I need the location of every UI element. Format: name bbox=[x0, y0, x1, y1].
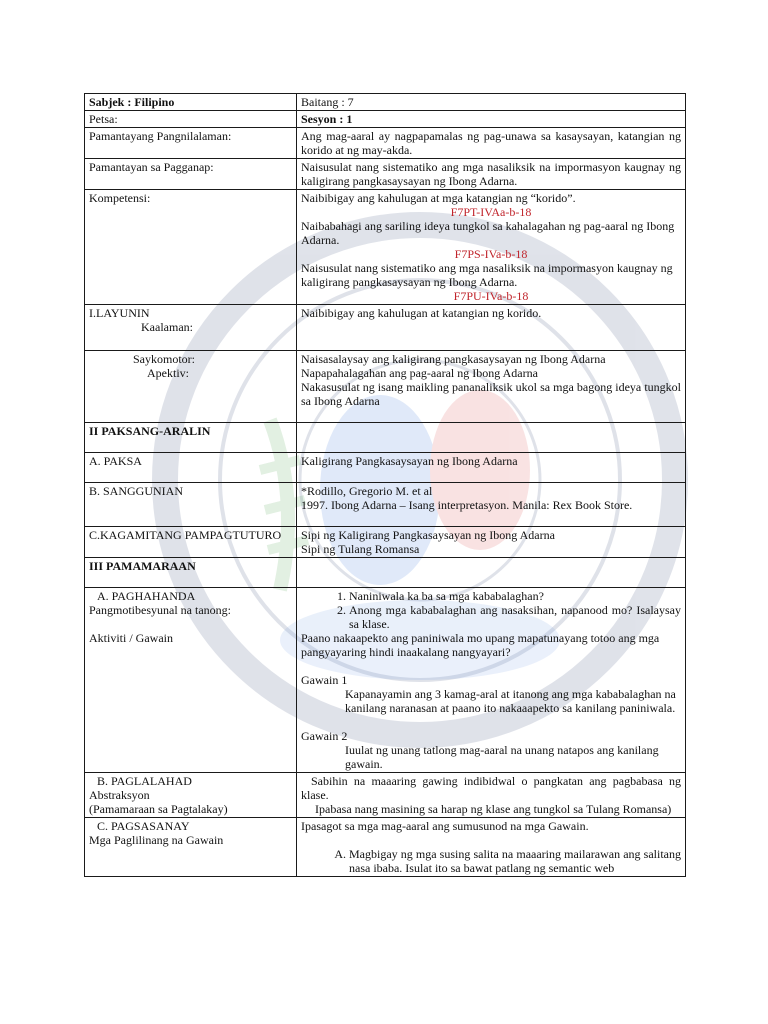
table-row bbox=[85, 111, 686, 128]
table-row bbox=[85, 423, 686, 453]
table-row bbox=[85, 128, 686, 159]
preparation-content bbox=[297, 588, 686, 773]
practice-items bbox=[301, 847, 681, 875]
psychomotor-label: Saykomotor: bbox=[133, 352, 195, 366]
list-item: A. Magbigay ng mga susing salita na maaaring mailarawan ang salitang nasa ibaba. Isulat ito sa bawat patlang ng semantic web bbox=[349, 847, 681, 875]
competency-code-3: F7PU-IVa-b-18 bbox=[453, 289, 529, 303]
table-row bbox=[85, 483, 686, 527]
competency-cell bbox=[297, 190, 686, 305]
psychomotor-text: Naisasalaysay ang kaligirang pangkasaysayan ng Ibong Adarna bbox=[301, 352, 606, 366]
performance-standard-text: Naisusulat nang sistematiko ang mga nasaliksik na impormasyon kaugnay ng kaligirang pangkasaysayan ng Ibong Adarna. bbox=[297, 159, 686, 190]
psychomotor-affective-cell bbox=[85, 351, 297, 423]
guiding-question: Paano nakaapekto ang paniniwala mo upang mapatunayang totoo ang mga pangyayaring hindi inaakalang nangyayari? bbox=[301, 631, 660, 659]
reference-cell bbox=[297, 483, 686, 527]
materials-label: C.KAGAMITANG PAMPAGTUTURO bbox=[85, 527, 297, 558]
table-row bbox=[85, 818, 686, 877]
subject-cell: Sabjek : Filipino bbox=[85, 94, 297, 111]
motivation-questions bbox=[301, 589, 681, 631]
practice-intro: Ipasagot sa mga mag-aaral ang sumusunod na mga Gawain. bbox=[301, 819, 589, 833]
table-row bbox=[85, 453, 686, 483]
practice-sub-label: Mga Paglilinang na Gawain bbox=[89, 833, 224, 847]
reference-line-2: 1997. Ibong Adarna – Isang interpretasyon. Manila: Rex Book Store. bbox=[301, 498, 633, 512]
objectives-label: I.LAYUNIN bbox=[89, 306, 150, 320]
motivation-label: Pangmotibesyunal na tanong: bbox=[89, 603, 231, 617]
preparation-cell bbox=[85, 588, 297, 773]
performance-standard-label: Pamantayan sa Pagganap: bbox=[85, 159, 297, 190]
competency-label: Kompetensi: bbox=[85, 190, 297, 305]
table-row bbox=[85, 588, 686, 773]
knowledge-label: Kaalaman: bbox=[141, 320, 193, 334]
table-row bbox=[85, 94, 686, 111]
affective-label: Apektiv: bbox=[147, 366, 189, 380]
presentation-label: B. PAGLALAHAD bbox=[97, 774, 192, 788]
content-standard-text: Ang mag-aaral ay nagpapamalas ng pag-unawa sa kasaysayan, katangian ng korido at ng may-akda. bbox=[297, 128, 686, 159]
grade-cell: Baitang : 7 bbox=[297, 94, 686, 111]
affective-text-2: Nakasusulat ng isang maikling pananaliksik ukol sa mga bagong ideya tungkol sa Ibong Adarna bbox=[301, 380, 681, 408]
competency-3: Naisusulat nang sistematiko ang mga nasaliksik na impormasyon kaugnay ng kaligirang pangkasaysayan ng Ibong Adarna. bbox=[301, 261, 673, 289]
topic-text: Kaligirang Pangkasaysayan ng Ibong Adarna bbox=[297, 453, 686, 483]
materials-line-2: Sipi ng Tulang Romansa bbox=[301, 542, 420, 556]
lesson-plan-table bbox=[84, 93, 686, 877]
competency-1: Naibibigay ang kahulugan at mga katangian ng “korido”. bbox=[301, 191, 576, 205]
reference-line-1: *Rodillo, Gregorio M. et al bbox=[301, 484, 433, 498]
knowledge-text: Naibibigay ang kahulugan at katangian ng korido. bbox=[297, 305, 686, 351]
materials-line-1: Sipi ng Kaligirang Pangkasaysayan ng Ibong Adarna bbox=[301, 528, 555, 542]
psychomotor-affective-text bbox=[297, 351, 686, 423]
presentation-text-2: Ipabasa nang masining sa harap ng klase ang tungkol sa Tulang Romansa) bbox=[315, 802, 672, 816]
reference-label: B. SANGGUNIAN bbox=[85, 483, 297, 527]
discussion-method-label: (Pamamaraan sa Pagtalakay) bbox=[89, 802, 228, 816]
table-row bbox=[85, 190, 686, 305]
table-row bbox=[85, 527, 686, 558]
competency-code-1: F7PT-IVAa-b-18 bbox=[450, 205, 532, 219]
affective-text-1: Napapahalagahan ang pag-aaral ng Ibong Adarna bbox=[301, 366, 538, 380]
presentation-content bbox=[297, 773, 686, 818]
gawain-2-title: Gawain 2 bbox=[301, 729, 348, 743]
list-item: 1. Naniniwala ka ba sa mga kababalaghan? bbox=[349, 589, 681, 603]
gawain-2-text: Iuulat ng unang tatlong mag-aaral na unang natapos ang kanilang gawain. bbox=[345, 743, 659, 771]
practice-label: C. PAGSASANAY bbox=[97, 819, 190, 833]
practice-cell bbox=[85, 818, 297, 877]
procedure-label: III PAMAMARAAN bbox=[85, 558, 297, 588]
preparation-label: A. PAGHAHANDA bbox=[97, 589, 196, 603]
subject-matter-label: II PAKSANG-ARALIN bbox=[85, 423, 297, 453]
practice-content bbox=[297, 818, 686, 877]
competency-code-2: F7PS-IVa-b-18 bbox=[454, 247, 528, 261]
list-item: 2. Anong mga kababalaghan ang nasaksihan, napanood mo? Isalaysay sa klase. bbox=[349, 603, 681, 631]
presentation-cell bbox=[85, 773, 297, 818]
competency-2: Naibabahagi ang sariling ideya tungkol sa kahalagahan ng pag-aaral ng Ibong Adarna. bbox=[301, 219, 675, 247]
presentation-text-1: Sabihin na maaaring gawing indibidwal o pangkatan ang pagbabasa ng klase. bbox=[301, 774, 681, 802]
abstraction-label: Abstraksyon bbox=[89, 788, 150, 802]
activity-label: Aktiviti / Gawain bbox=[89, 631, 173, 645]
table-row bbox=[85, 351, 686, 423]
objectives-cell bbox=[85, 305, 297, 351]
materials-cell bbox=[297, 527, 686, 558]
date-label: Petsa: bbox=[85, 111, 297, 128]
session-cell: Sesyon : 1 bbox=[297, 111, 686, 128]
table-row bbox=[85, 558, 686, 588]
topic-label: A. PAKSA bbox=[85, 453, 297, 483]
table-row bbox=[85, 305, 686, 351]
gawain-1-text: Kapanayamin ang 3 kamag-aral at itanong ang mga kababalaghan na kanilang naranasan at paano ito nakaaapekto sa kanilang paniniwala. bbox=[345, 687, 676, 715]
table-row bbox=[85, 159, 686, 190]
gawain-1-title: Gawain 1 bbox=[301, 673, 348, 687]
content-standard-label: Pamantayang Pangnilalaman: bbox=[85, 128, 297, 159]
table-row bbox=[85, 773, 686, 818]
